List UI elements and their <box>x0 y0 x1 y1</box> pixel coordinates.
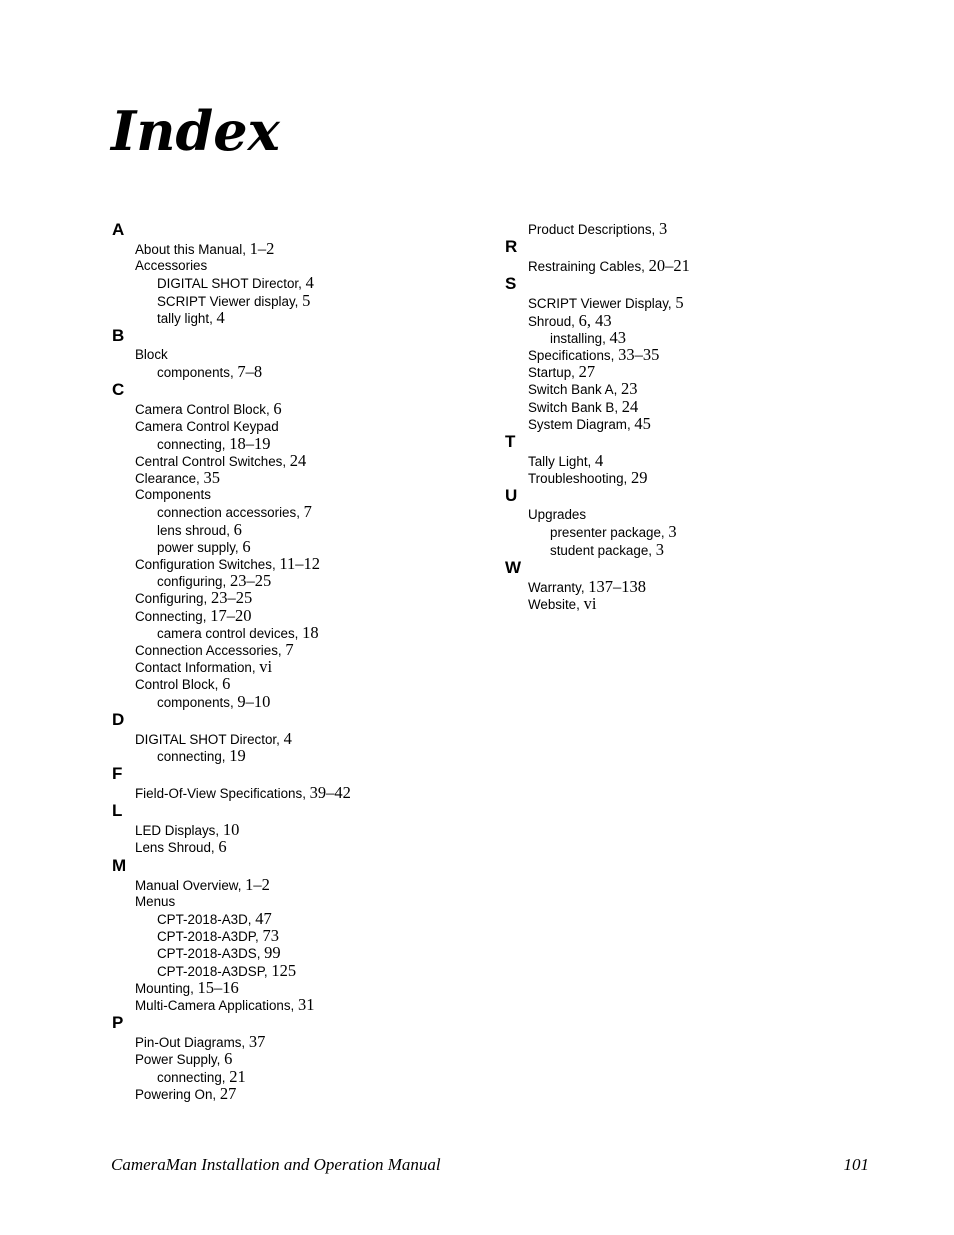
index-term: Product Descriptions, <box>528 222 659 237</box>
index-term: Switch Bank B, <box>528 399 622 415</box>
index-page-reference: 39–42 <box>309 783 351 803</box>
index-entry <box>505 577 885 594</box>
index-page-reference: 20–21 <box>648 256 690 276</box>
index-term: Menus <box>135 893 176 909</box>
index-term: Upgrades <box>528 507 587 523</box>
index-page-reference: 9–10 <box>237 691 271 711</box>
index-term: Troubleshooting, <box>528 471 631 487</box>
index-entry <box>112 892 492 909</box>
index-term: Camera Control Block, <box>135 402 274 418</box>
index-term: Accessories <box>135 258 208 274</box>
index-page-reference: 27 <box>578 362 596 382</box>
index-term: student package, <box>550 542 656 558</box>
index-section-letter: R <box>505 237 518 257</box>
index-term: lens shroud, <box>157 522 234 538</box>
index-page-reference: 6, 43 <box>578 310 612 330</box>
index-section-letter: W <box>505 557 522 577</box>
index-term: CPT-2018-A3DSP, <box>157 963 272 979</box>
index-page-reference: 1–2 <box>245 874 270 894</box>
index-entry <box>112 417 492 434</box>
index-page-reference: 11–12 <box>279 554 321 573</box>
page-footer <box>111 1155 869 1175</box>
index-page-reference: 7 <box>285 639 294 659</box>
index-subentry <box>505 540 885 557</box>
index-entry <box>505 293 885 313</box>
index-term: installing, <box>550 330 610 346</box>
index-entry <box>505 219 885 236</box>
index-term: connecting, <box>157 748 230 764</box>
index-page-reference: 45 <box>634 413 651 433</box>
index-term: components, <box>157 365 238 381</box>
index-page-reference: 15–16 <box>197 977 239 997</box>
index-entry <box>505 594 885 611</box>
index-entry <box>112 468 492 488</box>
index-term: Shroud, <box>528 313 579 329</box>
index-subentry <box>112 961 492 978</box>
index-section-letter: U <box>505 486 518 506</box>
index-entry <box>505 362 885 382</box>
index-term: Pin-Out Diagrams, <box>135 1035 249 1051</box>
index-page-reference: 33–35 <box>618 344 660 364</box>
index-page-reference: 3 <box>668 522 677 542</box>
index-section-letter: B <box>112 325 125 345</box>
index-subentry <box>112 623 492 640</box>
index-page-reference: vi <box>583 594 597 613</box>
index-page-reference: 6 <box>222 674 231 694</box>
index-entry <box>112 485 492 502</box>
index-entry <box>112 640 492 657</box>
index-term: DIGITAL SHOT Director, <box>157 276 306 292</box>
index-section-letter: L <box>112 801 123 821</box>
index-term: Clearance, <box>135 471 204 487</box>
index-term: Specifications, <box>528 347 619 363</box>
index-entry <box>505 451 885 468</box>
index-subentry <box>112 273 492 293</box>
index-term: connecting, <box>157 436 230 452</box>
index-entry <box>505 468 885 488</box>
index-page-reference: 23 <box>621 379 638 399</box>
index-page-reference: 27 <box>219 1083 237 1103</box>
index-section-letter: T <box>505 431 516 451</box>
index-entry <box>112 554 492 571</box>
index-page-reference: 6 <box>224 1049 233 1069</box>
index-page-reference: 17–20 <box>210 605 252 625</box>
index-section-letter: D <box>112 709 125 729</box>
index-page-reference: 137–138 <box>588 576 647 596</box>
index-entry <box>505 345 885 362</box>
index-term: Control Block, <box>135 677 223 693</box>
index-subentry <box>112 1067 492 1084</box>
index-page-reference: 21 <box>229 1066 246 1086</box>
index-entry <box>112 978 492 995</box>
index-page-reference: 37 <box>248 1032 266 1052</box>
index-term: Multi-Camera Applications, <box>135 997 298 1013</box>
index-page-reference: 4 <box>283 728 292 748</box>
index-entry <box>112 588 492 608</box>
index-page-reference: 18 <box>302 622 319 642</box>
index-term: configuring, <box>157 574 230 590</box>
index-subentry <box>112 434 492 451</box>
index-page-reference: 7 <box>303 502 312 522</box>
index-subentry <box>112 746 492 763</box>
index-term: Components <box>135 487 211 503</box>
index-term: Restraining Cables, <box>528 259 649 275</box>
index-term: Block <box>135 346 168 362</box>
index-page-reference: 6 <box>273 399 282 419</box>
index-subentry <box>505 328 885 345</box>
index-term: Website, <box>528 597 584 612</box>
index-page-reference: 19 <box>229 745 246 765</box>
index-subentry <box>112 308 492 325</box>
index-entry <box>505 505 885 522</box>
index-term: Central Control Switches, <box>135 453 290 469</box>
index-term: CPT-2018-A3DS, <box>157 946 265 962</box>
index-page-reference: 4 <box>216 307 225 327</box>
index-page-reference: 18–19 <box>229 433 271 453</box>
index-page-reference: 5 <box>302 290 311 310</box>
index-term: components, <box>157 694 238 710</box>
index-term: System Diagram, <box>528 416 635 432</box>
index-page-reference: 23–25 <box>210 588 253 608</box>
index-term: CPT-2018-A3DP, <box>157 929 263 945</box>
index-term: power supply, <box>157 539 243 555</box>
index-term: tally light, <box>157 310 217 326</box>
index-section-letter: P <box>112 1013 124 1033</box>
index-subentry <box>112 943 492 963</box>
index-entry <box>112 1049 492 1069</box>
index-term: SCRIPT Viewer Display, <box>528 296 676 312</box>
index-page-reference: 4 <box>305 273 314 293</box>
index-page-reference: vi <box>259 657 273 677</box>
index-subentry <box>112 909 492 926</box>
index-entry <box>112 783 492 803</box>
index-entry <box>112 875 492 892</box>
index-entry <box>112 820 492 840</box>
footer-page-number: 101 <box>843 1155 869 1174</box>
index-term: CPT-2018-A3D, <box>157 912 256 927</box>
index-subentry <box>112 571 492 591</box>
index-page-reference: 7–8 <box>237 362 263 382</box>
index-section-letter: S <box>505 274 517 294</box>
index-entry <box>505 256 885 276</box>
index-entry <box>112 657 492 677</box>
index-term: Tally Light, <box>528 453 595 469</box>
index-section-letter: M <box>112 855 127 875</box>
index-column-right <box>505 219 885 611</box>
index-section-letter: A <box>112 220 125 239</box>
index-section-letter: F <box>112 764 123 784</box>
index-term: SCRIPT Viewer display, <box>157 293 303 309</box>
index-term: Contact Information, <box>135 660 260 676</box>
index-entry <box>112 995 492 1012</box>
index-page-reference: 73 <box>262 926 279 946</box>
index-term: camera control devices, <box>157 625 303 641</box>
index-page-reference: 99 <box>264 943 281 963</box>
index-subentry <box>112 537 492 554</box>
index-page-reference: 4 <box>595 450 604 470</box>
index-entry <box>505 311 885 328</box>
index-entry <box>505 379 885 399</box>
index-subentry <box>112 520 492 537</box>
index-entry <box>112 674 492 694</box>
index-subentry <box>112 291 492 308</box>
index-subentry <box>505 522 885 542</box>
index-page-reference: 6 <box>233 519 242 539</box>
index-subentry <box>112 502 492 522</box>
index-subentry <box>112 926 492 946</box>
index-term: Configuration Switches, <box>135 557 280 572</box>
index-entry <box>112 606 492 623</box>
index-term: Lens Shroud, <box>135 840 219 856</box>
index-page-reference: 1–2 <box>249 239 275 258</box>
index-section-letter: C <box>112 380 125 400</box>
index-entry <box>112 399 492 419</box>
index-entry <box>112 451 492 468</box>
index-entry <box>505 414 885 431</box>
index-entry <box>505 397 885 414</box>
index-term: Camera Control Keypad <box>135 418 279 434</box>
index-term: Startup, <box>528 365 579 381</box>
index-page-reference: 24 <box>621 396 639 416</box>
index-page-reference: 43 <box>609 327 627 347</box>
index-page-reference: 5 <box>675 293 684 313</box>
index-page-reference: 23–25 <box>229 571 272 591</box>
index-page-reference: 35 <box>203 468 220 488</box>
index-term: Mounting, <box>135 980 198 996</box>
index-term: connection accessories, <box>157 505 304 521</box>
index-entry <box>112 1084 492 1101</box>
index-page-reference: 47 <box>255 909 272 928</box>
index-term: Connection Accessories, <box>135 642 286 658</box>
index-page-reference: 6 <box>218 837 227 857</box>
index-page-reference: 31 <box>297 994 315 1014</box>
page-title: Index <box>111 99 280 163</box>
index-subentry <box>112 362 492 382</box>
index-page-reference: 29 <box>630 468 648 488</box>
index-term: About this Manual, <box>135 242 250 257</box>
index-term: Switch Bank A, <box>528 382 622 398</box>
index-term: DIGITAL SHOT Director, <box>135 731 284 747</box>
index-term: connecting, <box>157 1069 230 1085</box>
index-page-reference: 6 <box>242 536 251 556</box>
index-page-reference: 3 <box>658 219 668 238</box>
index-entry <box>112 345 492 362</box>
index-term: Warranty, <box>528 579 589 595</box>
footer-manual-title: CameraMan Installation and Operation Manual <box>111 1155 441 1174</box>
index-term: Manual Overview, <box>135 877 246 893</box>
index-term: presenter package, <box>550 525 669 541</box>
index-column-left <box>112 219 492 1101</box>
index-term: Field-Of-View Specifications, <box>135 786 310 802</box>
index-page-reference: 24 <box>289 450 307 470</box>
index-page-reference: 125 <box>271 960 297 980</box>
index-term: Power Supply, <box>135 1052 225 1068</box>
index-page-reference: 10 <box>222 820 240 840</box>
index-term: LED Displays, <box>135 823 223 839</box>
index-term: Powering On, <box>135 1086 220 1102</box>
index-entry <box>112 837 492 857</box>
index-term: Connecting, <box>135 608 211 624</box>
index-entry <box>112 729 492 746</box>
index-subentry <box>112 692 492 709</box>
index-entry <box>112 239 492 256</box>
index-page-reference: 3 <box>655 539 664 559</box>
index-entry <box>112 256 492 273</box>
index-entry <box>112 1032 492 1052</box>
index-term: Configuring, <box>135 591 211 607</box>
